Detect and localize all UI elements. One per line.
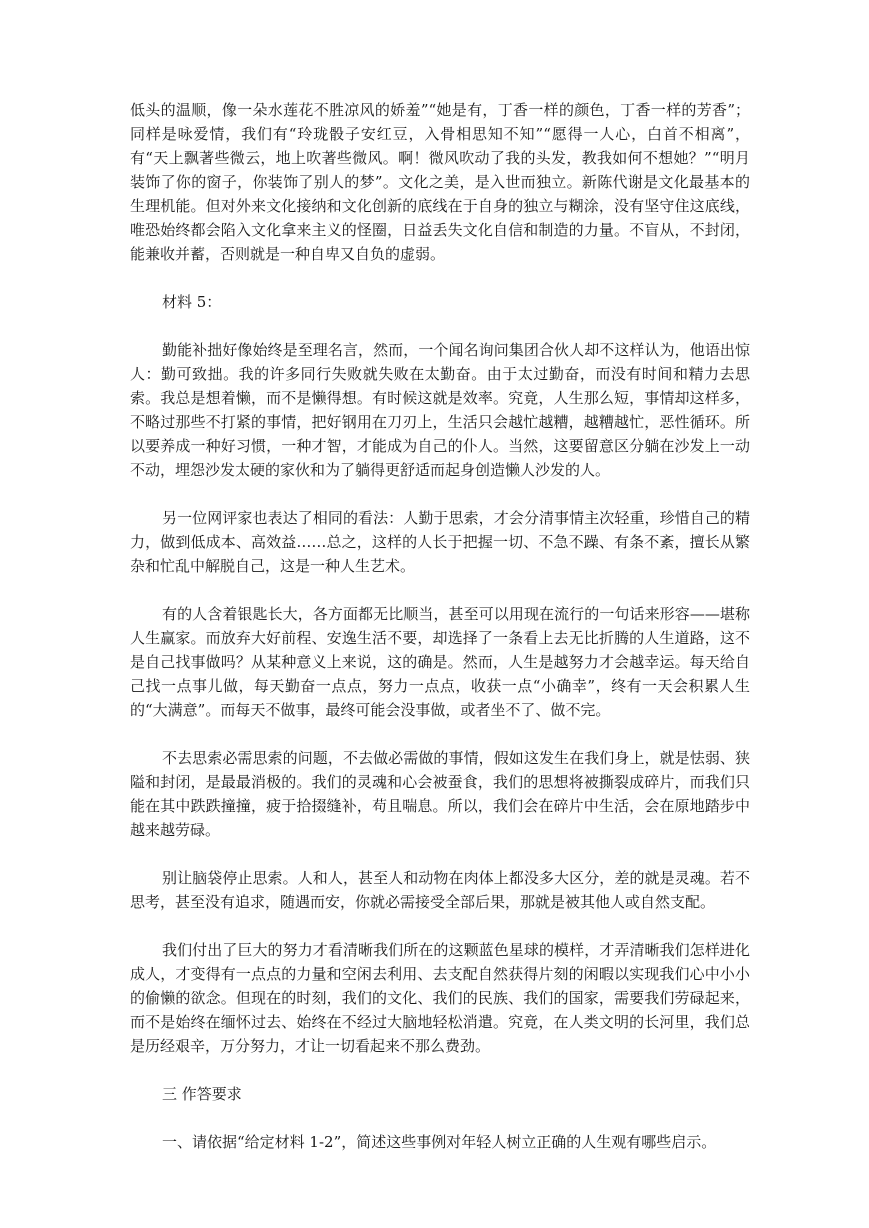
paragraph-great-effort: 我们付出了巨大的努力才看清晰我们所在的这颗蓝色星球的模样，才弄清晰我们怎样进化成人，才变得有一点点的力量和空闲去利用、去支配自然获得片刻的闲暇以实现我们心中小小的偷懒的欲念。但现在的时刻，我们的文化、我们的民族、我们的国家，需要我们劳碌起来，而不是始终在缅怀过去、始终在不经过大脑地轻松消遣。究竟，在人类文明的长河里，我们总是历经艰辛，万分努力，才让一切看起来不那么费劲。	[130, 941, 750, 1055]
paragraph-keep-thinking: 别让脑袋停止思索。人和人，甚至人和动物在肉体上都没多大区分，差的就是灵魂。若不思考，甚至没有追求，随遇而安，你就必需接受全部后果，那就是被其他人或自然支配。	[130, 869, 750, 911]
paragraph-culture-continued: 低头的温顺，像一朵水莲花不胜凉风的娇羞”“她是有，丁香一样的颜色，丁香一样的芳香”；同样是咏爱情，我们有“玲珑骰子安红豆，入骨相思知不知”“愿得一人心，白首不相离”，有“天上飘著些微云，地上吹著些微风。啊！微风吹动了我的头发，教我如何不想她？”“明月装饰了你的窗子，你装饰了别人的梦”。文化之美，是入世而独立。新陈代谢是文化最基本的生理机能。但对外来文化接纳和文化创新的底线在于自身的独立与糊涂，没有坚守住这底线，唯恐始终都会陷入文化拿来主义的怪圈，日益丢失文化自信和制造的力量。不盲从，不封闭，能兼收并蓄，否则就是一种自卑又自负的虚弱。	[130, 101, 750, 263]
paragraph-critic-view: 另一位网评家也表达了相同的看法：人勤于思索，才会分清事情主次轻重，珍惜自己的精力，做到低成本、高效益……总之，这样的人长于把握一切、不急不躁、有条不紊，擅长从繁杂和忙乱中解脱自己，这是一种人生艺术。	[130, 509, 750, 575]
paragraph-diligence: 勤能补拙好像始终是至理名言，然而，一个闻名询问集团合伙人却不这样认为，他语出惊人：勤可致拙。我的许多同行失败就失败在太勤奋。由于太过勤奋，而没有时间和精力去思索。我总是想着懒，而不是懒得想。有时候这就是效率。究竟，人生那么短，事情却这样多，不略过那些不打紧的事情，把好钢用在刀刃上，生活只会越忙越糟，越糟越忙，恶性循环。所以要养成一种好习惯，一种才智，才能成为自己的仆人。当然，这要留意区分躺在沙发上一动不动，埋怨沙发太硬的家伙和为了躺得更舒适而起身创造懒人沙发的人。	[130, 341, 750, 479]
paragraph-not-thinking: 不去思索必需思索的问题，不去做必需做的事情，假如这发生在我们身上，就是怯弱、狭隘和封闭，是最最消极的。我们的灵魂和心会被蚕食，我们的思想将被撕裂成碎片，而我们只能在其中跌跌撞撞，疲于拾掇缝补，苟且喘息。所以，我们会在碎片中生活，会在原地踏步中越来越劳碌。	[130, 749, 750, 839]
document-body	[130, 98, 750, 1178]
paragraph-silver-spoon: 有的人含着银匙长大，各方面都无比顺当，甚至可以用现在流行的一句话来形容——堪称人生赢家。而放弃大好前程、安逸生活不要，却选择了一条看上去无比折腾的人生道路，这不是自己找事做吗？从某种意义上来说，这的确是。然而，人生是越努力才会越幸运。每天给自己找一点事儿做，每天勤奋一点点，努力一点点，收获一点“小确幸”，终有一天会积累人生的“大满意”。而每天不做事，最终可能会没事做，或者坐不了、做不完。	[130, 605, 750, 719]
section-heading-requirements: 三 作答要求	[162, 1085, 242, 1103]
question-1: 一、请依据“给定材料 1-2”，简述这些事例对年轻人树立正确的人生观有哪些启示。	[162, 1133, 717, 1151]
material-5-heading: 材料 5：	[162, 293, 222, 311]
